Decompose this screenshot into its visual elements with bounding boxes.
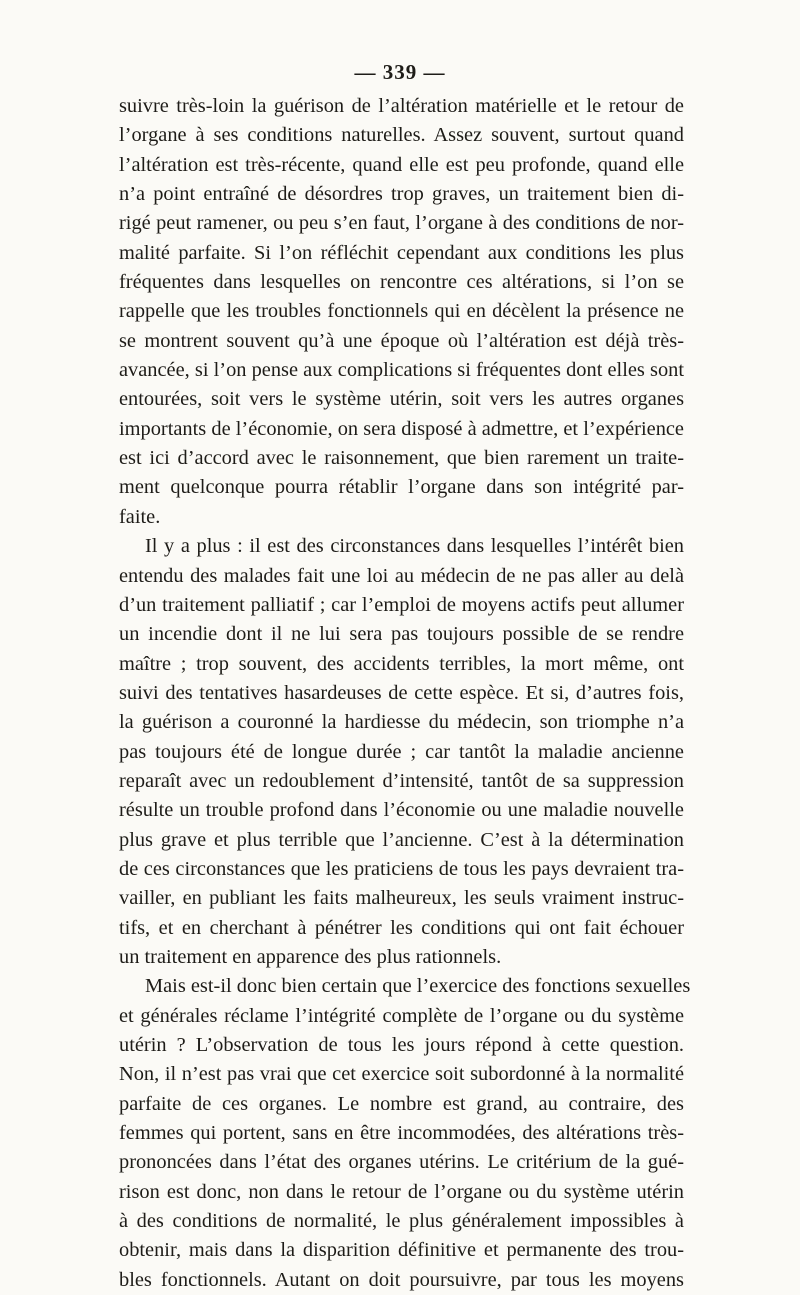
text-line: plus grave et plus terrible que l’ancienne. C’est à la détermination xyxy=(119,828,684,851)
body-text xyxy=(119,92,691,1295)
text-line: est ici d’accord avec le raisonnement, que bien rarement un traite- xyxy=(119,447,684,470)
text-line: se montrent souvent qu’à une époque où l’altération est déjà très- xyxy=(119,329,684,352)
text-line: rison est donc, non dans le retour de l’organe ou du système utérin xyxy=(119,1180,684,1203)
text-line: avancée, si l’on pense aux complications si fréquentes dont elles sont xyxy=(119,359,684,382)
text-line: l’altération est très-récente, quand elle est peu profonde, quand elle xyxy=(119,153,684,176)
text-line: un incendie dont il ne lui sera pas toujours possible de se rendre xyxy=(119,623,684,646)
text-line: d’un traitement palliatif ; car l’emploi de moyens actifs peut allumer xyxy=(119,593,684,616)
text-line: pas toujours été de longue durée ; car tantôt la maladie ancienne xyxy=(119,740,684,763)
text-line: ment quelconque pourra rétablir l’organe dans son intégrité par- xyxy=(119,476,684,499)
text-line: Il y a plus : il est des circonstances dans lesquelles l’intérêt bien xyxy=(145,535,684,558)
text-line: femmes qui portent, sans en être incommodées, des altérations très- xyxy=(119,1122,684,1145)
text-line: reparaît avec un redoublement d’intensité, tantôt de sa suppression xyxy=(119,769,684,792)
text-line: de ces circonstances que les praticiens de tous les pays devraient tra- xyxy=(119,857,684,880)
text-line: un traitement en apparence des plus rationnels. xyxy=(119,945,502,968)
text-line: rappelle que les troubles fonctionnels qui en décèlent la présence ne xyxy=(119,300,684,323)
text-line: obtenir, mais dans la disparition définitive et permanente des trou- xyxy=(119,1239,684,1262)
text-line: suivi des tentatives hasardeuses de cette espèce. Et si, d’autres fois, xyxy=(119,681,684,704)
paragraph-2 xyxy=(119,532,684,972)
text-line: utérin ? L’observation de tous les jours répond à cette question. xyxy=(119,1034,684,1056)
paragraph-1 xyxy=(119,92,684,532)
text-line: tifs, et en cherchant à pénétrer les conditions qui ont fait échouer xyxy=(119,916,684,939)
text-line: suivre très-loin la guérison de l’altération matérielle et le retour de xyxy=(119,95,684,117)
text-line: parfaite de ces organes. Le nombre est grand, au contraire, des xyxy=(119,1092,684,1115)
text-line: maître ; trop souvent, des accidents terribles, la mort même, ont xyxy=(119,652,684,675)
paragraph-3 xyxy=(119,972,691,1295)
text-line: faite. xyxy=(119,505,161,528)
page-number: — 339 — xyxy=(354,60,446,84)
text-line: entourées, soit vers le système utérin, soit vers les autres organes xyxy=(119,388,684,411)
text-line: Mais est-il donc bien certain que l’exercice des fonctions sexuelles xyxy=(145,975,691,998)
text-line: rigé peut ramener, ou peu s’en faut, l’organe à des conditions de nor- xyxy=(119,212,684,235)
text-line: Non, il n’est pas vrai que cet exercice soit subordonné à la normalité xyxy=(119,1063,684,1086)
text-line: résulte un trouble profond dans l’économie ou une maladie nouvelle xyxy=(119,799,684,822)
text-line: n’a point entraîné de désordres trop graves, un traitement bien di- xyxy=(119,183,684,206)
text-line: l’organe à ses conditions naturelles. Assez souvent, surtout quand xyxy=(119,124,684,147)
text-line: et générales réclame l’intégrité complète de l’organe ou du système xyxy=(119,1004,684,1027)
text-line: bles fonctionnels. Autant on doit poursuivre, par tous les moyens xyxy=(119,1268,684,1291)
text-line: importants de l’économie, on sera disposé à admettre, et l’expérience xyxy=(119,417,684,440)
text-line: malité parfaite. Si l’on réfléchit cependant aux conditions les plus xyxy=(119,241,684,264)
text-line: fréquentes dans lesquelles on rencontre ces altérations, si l’on se xyxy=(119,271,684,294)
text-line: à des conditions de normalité, le plus généralement impossibles à xyxy=(119,1210,684,1233)
text-line: vailler, en publiant les faits malheureux, les seuls vraiment instruc- xyxy=(119,887,684,910)
text-line: prononcées dans l’état des organes utérins. Le critérium de la gué- xyxy=(119,1151,684,1174)
text-line: entendu des malades fait une loi au médecin de ne pas aller au delà xyxy=(119,564,684,587)
text-line: la guérison a couronné la hardiesse du médecin, son triomphe n’a xyxy=(119,711,684,734)
